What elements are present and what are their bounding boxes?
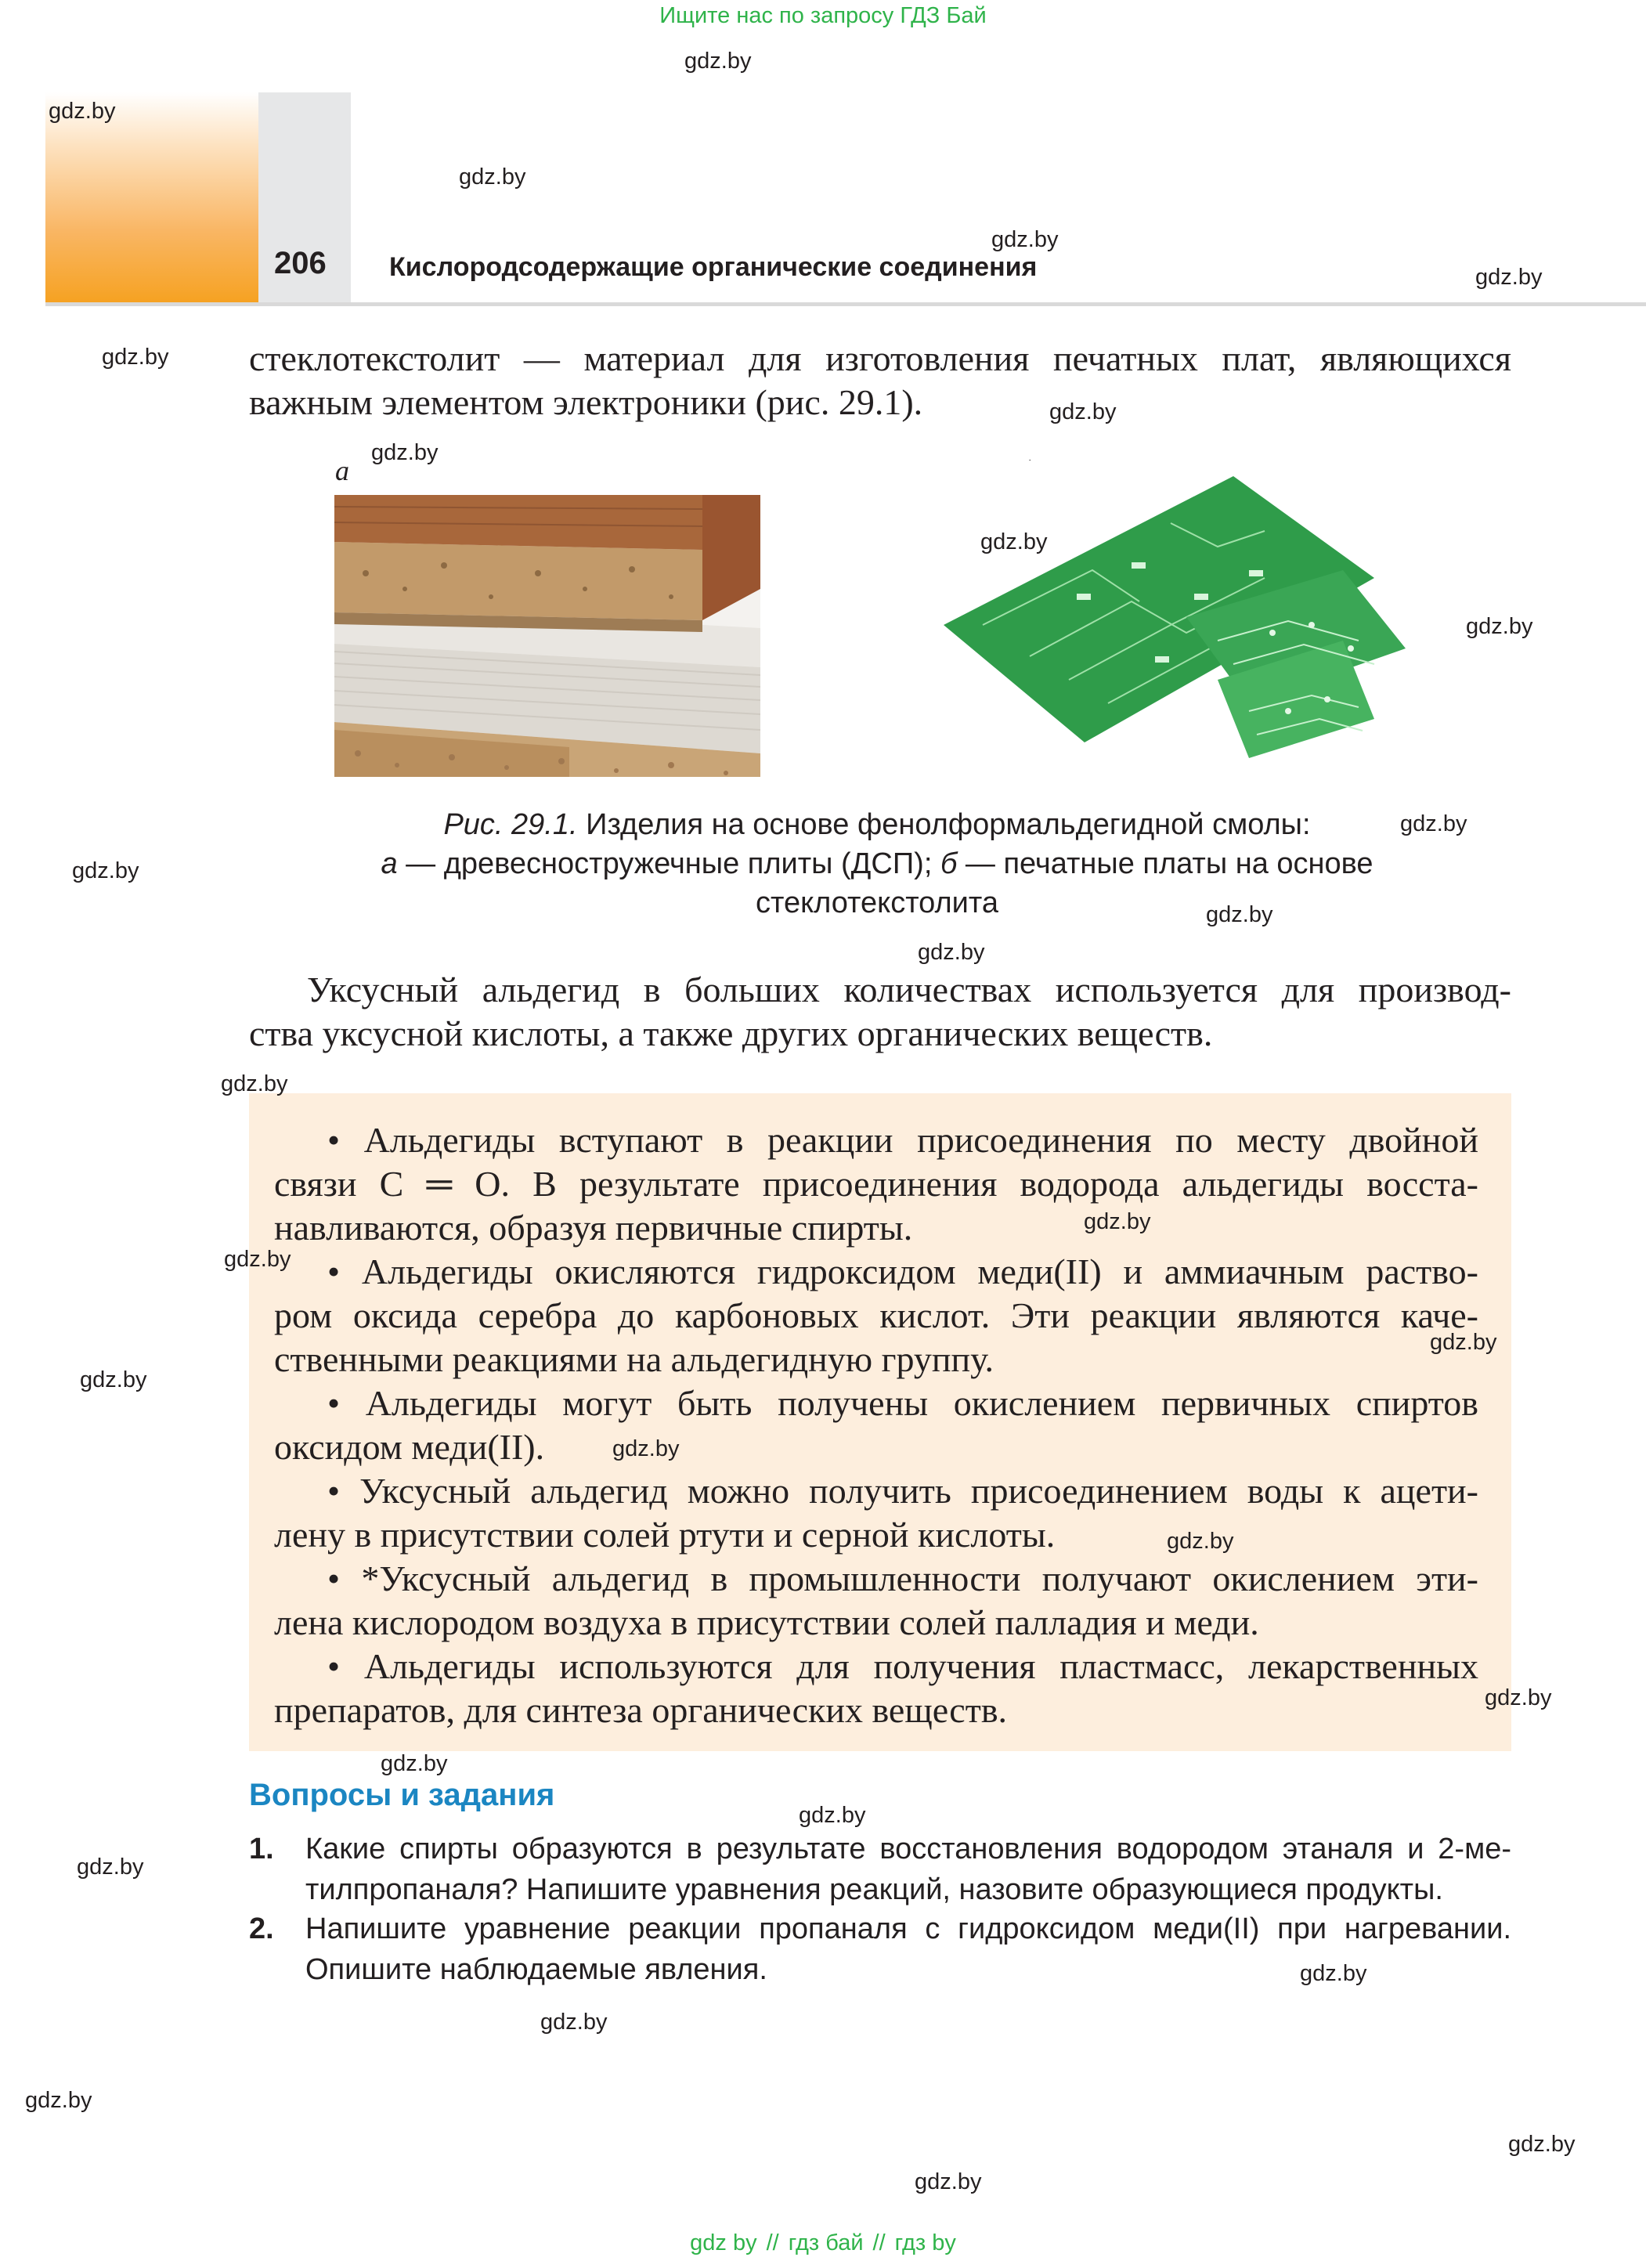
watermark: gdz.by (1508, 2132, 1576, 2157)
watermark: gdz.by (1084, 1209, 1151, 1234)
question-2-line-2: Опишите наблюдаемые явления. (305, 1953, 767, 1986)
watermark: gdz.by (1400, 811, 1467, 836)
watermark: gdz.by (918, 940, 985, 965)
summary-line-14: препаратов, для синтеза органических веществ. (274, 1690, 1008, 1730)
watermark: gdz.by (991, 227, 1059, 252)
top-banner[interactable]: Ищите нас по запросу ГДЗ Бай (659, 3, 987, 28)
watermark: gdz.by (459, 164, 526, 190)
summary-line-8: оксидом меди(II). (274, 1427, 545, 1467)
bottom-link-3[interactable]: гдз by (894, 2230, 956, 2255)
watermark: gdz.by (25, 2088, 92, 2113)
bottom-separator: // (766, 2230, 779, 2255)
watermark: gdz.by (1430, 1330, 1497, 1355)
summary-line-7: • Альдегиды могут быть получены окислением первичных спиртов (327, 1383, 1478, 1423)
summary-line-1: • Альдегиды вступают в реакции присоединения по месту двойной (327, 1120, 1478, 1160)
summary-line-5: ром оксида серебра до карбоновых кислот. Эти реакции являются каче- (274, 1295, 1478, 1335)
intro-line-2: важным элементом электроники (рис. 29.1). (249, 382, 923, 422)
bottom-link-2[interactable]: гдз бай (788, 2230, 864, 2255)
running-title: Кислородсодержащие органические соединения (389, 252, 1038, 282)
watermark: gdz.by (1466, 614, 1533, 639)
watermark: gdz.by (371, 440, 439, 465)
question-2-number: 2. (249, 1912, 274, 1945)
header-rule (45, 302, 1646, 306)
bottom-link-1[interactable]: gdz by (690, 2230, 757, 2255)
summary-line-6: ственными реакциями на альдегидную группу. (274, 1339, 994, 1379)
figure-label-a: а (335, 455, 349, 486)
watermark: gdz.by (612, 1436, 680, 1461)
summary-line-4: • Альдегиды окисляются гидроксидом меди(II) и аммиачным раство- (327, 1251, 1478, 1291)
figure-caption-a: а (381, 847, 398, 880)
watermark: gdz.by (540, 2010, 608, 2035)
summary-line-9: • Уксусный альдегид можно получить присоединением воды к ацети- (327, 1471, 1478, 1511)
watermark: gdz.by (684, 49, 752, 74)
figure-caption-b: б (940, 847, 958, 880)
summary-line-11: • *Уксусный альдегид в промышленности получают окислением эти- (327, 1558, 1478, 1598)
paragraph2-line-2: ства уксусной кислоты, а также других органических веществ. (249, 1013, 1213, 1053)
circuit-boards-photo (936, 460, 1421, 774)
watermark: gdz.by (72, 858, 139, 883)
figure-caption-line-1 (298, 805, 1456, 844)
summary-line-3: навливаются, образуя первичные спирты. (274, 1208, 913, 1248)
summary-line-13: • Альдегиды используются для получения пластмасс, лекарственных (327, 1646, 1478, 1686)
watermark: gdz.by (102, 345, 169, 370)
bottom-separator: // (872, 2230, 886, 2255)
question-2-line-1: Напишите уравнение реакции пропаналя с гидроксидом меди(II) при нагревании. (305, 1912, 1511, 1945)
watermark: gdz.by (381, 1751, 448, 1776)
figure-caption-line-3: стеклотекстолита (755, 887, 998, 919)
question-1-line-2: тилпропаналя? Напишите уравнения реакций, назовите образующиеся продукты. (305, 1873, 1443, 1906)
figure-caption-line-2 (298, 844, 1456, 883)
intro-line-1: стеклотекстолит — материал для изготовления печатных плат, являющихся (249, 338, 1511, 378)
watermark: gdz.by (77, 1854, 144, 1880)
watermark: gdz.by (80, 1367, 147, 1392)
figure-caption-ref: Рис. 29.1. (443, 808, 578, 841)
figure-caption-a-text: — древесностружечные плиты (ДСП); (397, 847, 940, 880)
watermark: gdz.by (1475, 265, 1543, 290)
watermark: gdz.by (221, 1071, 288, 1096)
watermark: gdz.by (980, 529, 1048, 554)
particleboard-photo (334, 495, 760, 777)
questions-title: Вопросы и задания (249, 1778, 555, 1812)
watermark: gdz.by (1485, 1685, 1552, 1710)
figure-caption-title: Изделия на основе фенолформальдегидной смолы: (586, 808, 1311, 841)
watermark: gdz.by (49, 99, 116, 124)
summary-line-2: связи С ═ О. В результате присоединения водорода альдегиды восста- (274, 1164, 1478, 1204)
bottom-banner (0, 2230, 1646, 2256)
watermark: gdz.by (1167, 1529, 1234, 1554)
summary-line-10: лену в присутствии солей ртути и серной кислоты. (274, 1515, 1056, 1555)
watermark: gdz.by (799, 1803, 866, 1828)
watermark: gdz.by (1049, 399, 1117, 424)
page-number: 206 (274, 246, 327, 280)
question-1-number: 1. (249, 1833, 274, 1865)
figure-caption-b-text: — печатные платы на основе (957, 847, 1373, 880)
watermark: gdz.by (1206, 902, 1273, 927)
summary-line-12: лена кислородом воздуха в присутствии солей палладия и меди. (274, 1602, 1259, 1642)
watermark: gdz.by (915, 2169, 982, 2194)
question-1-line-1: Какие спирты образуются в результате восстановления водородом этаналя и 2-ме- (305, 1833, 1511, 1865)
watermark: gdz.by (1300, 1961, 1367, 1986)
watermark: gdz.by (224, 1247, 291, 1272)
paragraph2-line-1: Уксусный альдегид в больших количествах используется для производ- (307, 970, 1511, 1009)
